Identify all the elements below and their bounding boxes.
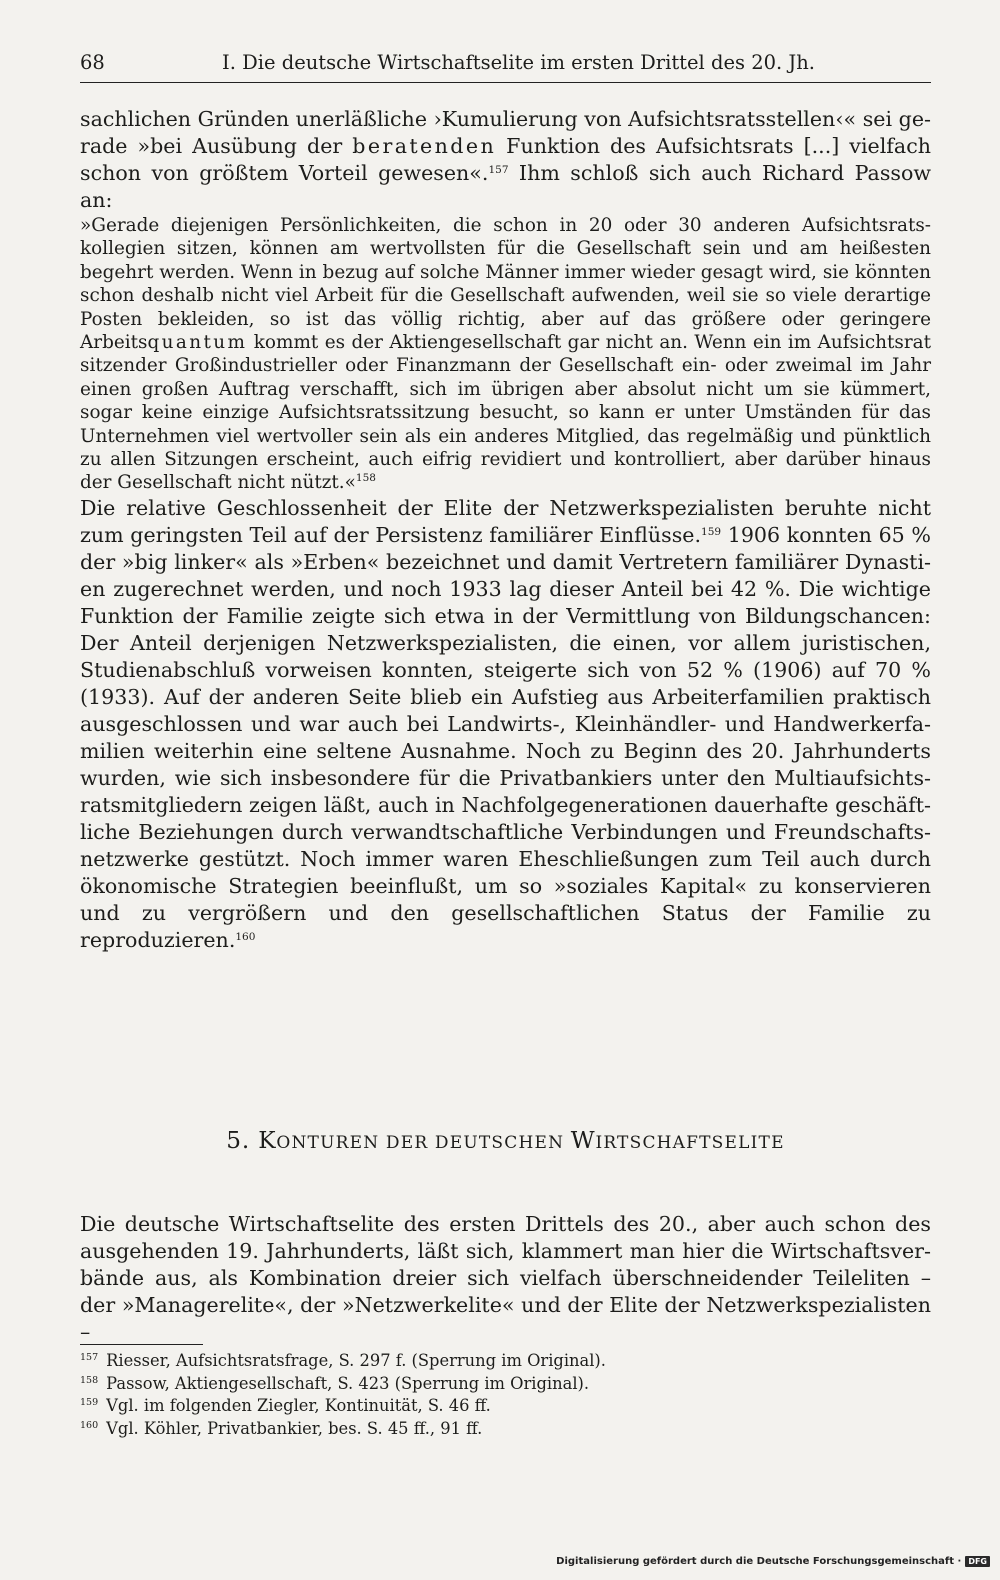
footnote (80, 1350, 931, 1373)
heading-smallcaps: IRTSCHAFTSELITE (595, 1133, 785, 1153)
footer-text: Digitalisierung gefördert durch die Deutsche Forschungsgemeinschaft · (556, 1556, 962, 1567)
footnote-number: 158 (80, 1374, 99, 1386)
digitization-footer (556, 1556, 990, 1567)
footnote-text: Vgl. im folgenden Ziegler, Kontinuität, S. 46 ff. (106, 1396, 491, 1416)
page-number: 68 (80, 51, 105, 74)
footnote-number: 159 (80, 1397, 99, 1409)
running-title: I. Die deutsche Wirtschaftselite im ersten Drittel des 20. Jh. (222, 51, 815, 74)
heading-initial: W (570, 1127, 596, 1154)
block-quote (80, 214, 931, 495)
paragraph-2 (80, 495, 931, 954)
text-run: 1906 konnten 65 % der »big linker« als »Erben« bezeichnet und damit Vertretern familiärer Dynastien zugerechnet werden, und noch 1933 lag dieser Anteil bei 42 %. Die wichtige Funktion der Familie zeigte sich etwa in der Vermittlung von Bildungschancen: Der Anteil derjenigen Netzwerkspezialisten, die einen, vor allem juristischen, Studienabschluß vorweisen konnten, steigerte sich von 52 % (1906) auf 70 % (1933). Auf der anderen Seite blieb ein Aufstieg aus Arbeiterfamilien praktisch ausgeschlossen und war auch bei Landwirts-, Kleinhändler- und Handwerkerfamilien weiterhin eine seltene Ausnahme. Noch zu Beginn des 20. Jahrhunderts wurden, wie sich insbesondere für die Privatbankiers unter den Multiaufsichtsratsmitgliedern zeigen läßt, auch in Nachfolgegenerationen dauerhafte geschäftliche Beziehungen durch verwandtschaftliche Verbindungen und Freundschaftsnetzwerke gestützt. Noch immer waren Eheschließungen zum Teil auch durch ökonomische Strategien beeinflußt, um so »soziales Kapital« zu konservieren und zu vergrößern und den gesellschaftlichen Status der Familie zu reproduzieren. (80, 522, 931, 952)
footnote-number: 160 (80, 1419, 99, 1431)
heading-smallcaps: ONTUREN DER DEUTSCHEN (276, 1133, 571, 1153)
footnote-ref-158[interactable]: 158 (355, 472, 376, 485)
footnote-ref-159[interactable]: 159 (701, 525, 722, 538)
text-run: sachlichen Gründen unerläßliche ›Kumulierung von Aufsichtsratsstellen‹« sei gerade »bei Ausübung der (80, 107, 931, 158)
main-text (80, 106, 931, 954)
footnote (80, 1373, 931, 1396)
page-header (80, 50, 930, 76)
footnote-text: Riesser, Aufsichtsratsfrage, S. 297 f. (Sperrung im Original). (106, 1351, 606, 1370)
paragraph-3: Die deutsche Wirtschaftselite des ersten Drittels des 20., aber auch schon des ausgehenden 19. Jahrhunderts, läßt sich, klammert man hier die Wirtschaftsverbände aus, als Kombination dreier sich vielfach überschneidender Teileliten – der »Managerelite«, der »Netzwerkelite« und der Elite der Netzwerkspezialisten – (80, 1212, 931, 1344)
footnote-text: Passow, Aktiengesellschaft, S. 423 (Sperrung im Original). (106, 1373, 590, 1393)
text-run: kommt es der Aktiengesellschaft gar nicht an. Wenn ein im Aufsichtsrat sitzender Großindustrieller oder Finanzmann der Gesellschaft ein- oder zweimal im Jahr einen großen Auftrag verschafft, sich im übrigen aber absolut nicht um sie kümmert, sogar keine einzige Aufsichtsratssitzung besucht, so kann er unter Umständen für das Unternehmen viel wertvoller sein als ein anderes Mitglied, das regelmäßig und pünktlich zu allen Sitzungen erscheint, auch eifrig revidiert und kontrolliert, aber darüber hinaus der Gesellschaft nicht nützt.« (80, 332, 931, 494)
spaced-emphasis: quantum (147, 332, 248, 354)
footnote-rule (80, 1344, 203, 1345)
footnote (80, 1395, 931, 1418)
section-text (80, 1211, 931, 1346)
header-rule (80, 82, 931, 83)
footnotes (80, 1350, 931, 1440)
text-run: Ihm schloß sich auch Richard Passow an: (80, 161, 931, 212)
footnote-text: Vgl. Köhler, Privatbankier, bes. S. 45 ff., 91 ff. (106, 1418, 483, 1438)
spaced-emphasis: beratenden (352, 134, 497, 158)
text-run: Funktion des Aufsichtsrats [...] vielfach schon von größtem Vorteil gewesen«. (80, 134, 932, 185)
footnote-ref-157[interactable]: 157 (488, 164, 509, 176)
dfg-logo-icon: DFG (965, 1556, 990, 1567)
text-run: Die relative Geschlossenheit der Elite der Netzwerkspezialisten beruhte nicht zum geringsten Teil auf der Persistenz familiärer Einflüsse. (80, 495, 931, 547)
text-run: »Gerade diejenigen Persönlichkeiten, die schon in 20 oder 30 anderen Aufsichtsratskollegien sitzen, können am wertvollsten für die Gesellschaft sein und am heißesten begehrt werden. Wenn in bezug auf solche Männer immer wieder gesagt wird, sie könnten schon deshalb nicht viel Arbeit für die Gesellschaft aufwenden, weil sie so viele derartige Posten bekleiden, so ist das völlig richtig, aber auf das größere oder geringere Arbeits (80, 215, 931, 354)
section-number: 5. (226, 1127, 251, 1154)
section-heading (80, 1127, 931, 1154)
heading-initial: K (258, 1127, 277, 1154)
footnote-number: 157 (80, 1352, 99, 1363)
footnote-ref-160[interactable]: 160 (235, 930, 256, 943)
footnote (80, 1418, 931, 1441)
paragraph-1 (80, 106, 931, 214)
